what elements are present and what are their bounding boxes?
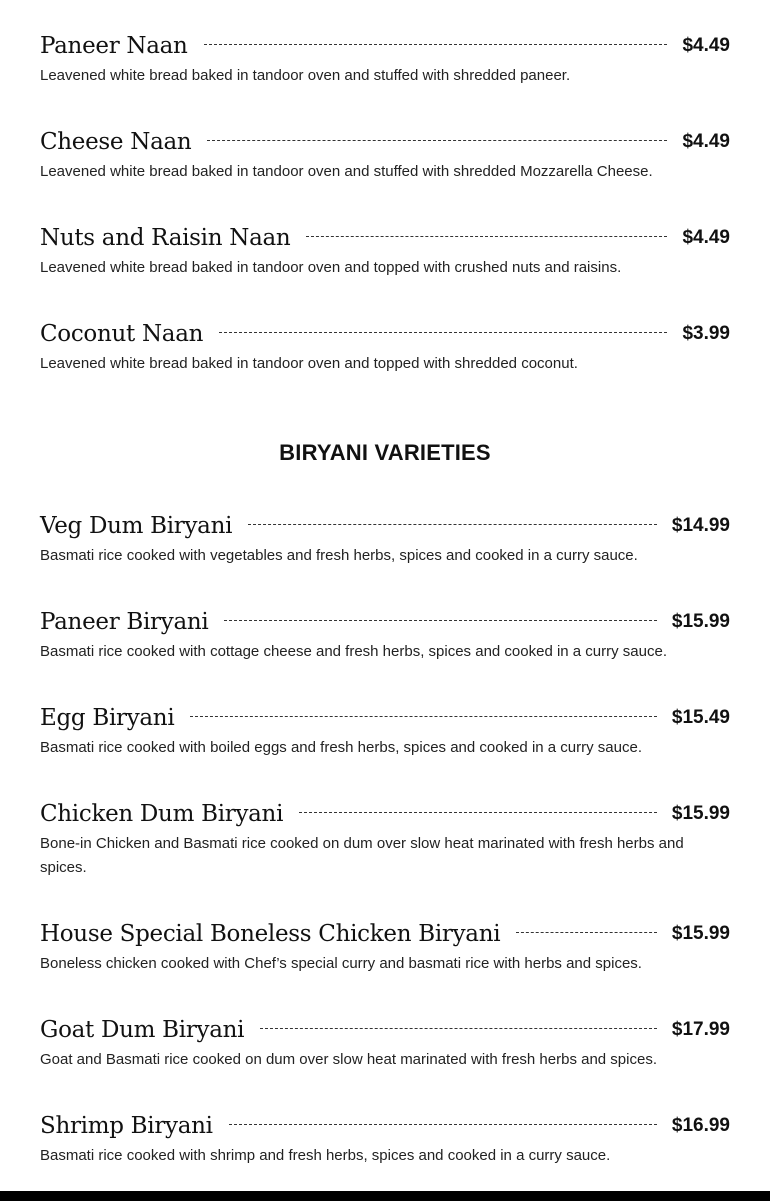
menu-item-header xyxy=(40,126,730,158)
menu-item-header xyxy=(40,222,730,254)
menu-item-name: Egg Biryani xyxy=(40,705,175,731)
menu-item-header xyxy=(40,1110,730,1142)
menu-item-header xyxy=(40,318,730,350)
menu-item-description: Leavened white bread baked in tandoor oven and stuffed with shredded Mozzarella Cheese. xyxy=(40,163,653,180)
dotted-leader xyxy=(190,716,657,717)
menu-item-price: $15.99 xyxy=(671,803,730,824)
menu-item-veg-dum-biryani xyxy=(40,510,730,568)
menu-item-goat-dum-biryani xyxy=(40,1014,730,1072)
menu-item-coconut-naan xyxy=(40,318,730,376)
menu-item-description: Leavened white bread baked in tandoor oven and topped with crushed nuts and raisins. xyxy=(40,259,622,276)
menu-item-shrimp-biryani xyxy=(40,1110,730,1168)
menu-item-price: $4.49 xyxy=(682,35,730,56)
menu-item-nuts-raisin-naan xyxy=(40,222,730,280)
menu-item-price: $15.99 xyxy=(671,923,730,944)
menu-item-name: Veg Dum Biryani xyxy=(40,513,233,539)
dotted-leader xyxy=(207,140,667,141)
menu-item-price: $4.49 xyxy=(682,227,730,248)
menu-item-name: Chicken Dum Biryani xyxy=(40,801,284,827)
menu-item-description: Leavened white bread baked in tandoor oven and stuffed with shredded paneer. xyxy=(40,67,571,84)
dotted-leader xyxy=(260,1028,657,1029)
menu-item-name: Coconut Naan xyxy=(40,321,204,347)
menu-item-description: Basmati rice cooked with cottage cheese and fresh herbs, spices and cooked in a curry sauce. xyxy=(40,643,668,660)
menu-item-description: Leavened white bread baked in tandoor oven and topped with shredded coconut. xyxy=(40,355,578,372)
dotted-leader xyxy=(229,1124,657,1125)
menu-item-header xyxy=(40,1014,730,1046)
menu-item-header xyxy=(40,30,730,62)
menu-item-chicken-dum-biryani xyxy=(40,798,730,880)
menu-item-cheese-naan xyxy=(40,126,730,184)
dotted-leader xyxy=(204,44,668,45)
menu-item-paneer-naan xyxy=(40,30,730,88)
menu-item-price: $14.99 xyxy=(671,515,730,536)
menu-item-price: $15.99 xyxy=(671,611,730,632)
menu-item-name: Paneer Naan xyxy=(40,33,188,59)
menu-item-header xyxy=(40,606,730,638)
menu-item-price: $17.99 xyxy=(671,1019,730,1040)
dotted-leader xyxy=(306,236,667,237)
menu-item-egg-biryani xyxy=(40,702,730,760)
dotted-leader xyxy=(516,932,657,933)
menu-item-description: Goat and Basmati rice cooked on dum over slow heat marinated with fresh herbs and spices. xyxy=(40,1051,657,1068)
dotted-leader xyxy=(248,524,657,525)
menu-item-description: Boneless chicken cooked with Chef’s special curry and basmati rice with herbs and spices. xyxy=(40,955,642,972)
menu-item-header xyxy=(40,510,730,542)
menu-item-name: Paneer Biryani xyxy=(40,609,209,635)
menu-item-description: Basmati rice cooked with boiled eggs and fresh herbs, spices and cooked in a curry sauce. xyxy=(40,739,642,756)
menu-item-house-special-boneless-chicken-biryani xyxy=(40,918,730,976)
menu-item-name: House Special Boneless Chicken Biryani xyxy=(40,921,501,947)
footer-bar xyxy=(0,1191,770,1201)
menu-item-header xyxy=(40,798,730,830)
dotted-leader xyxy=(219,332,667,333)
dotted-leader xyxy=(224,620,656,621)
menu-item-description: Bone-in Chicken and Basmati rice cooked on dum over slow heat marinated with fresh herbs and spices. xyxy=(40,835,684,876)
menu-item-paneer-biryani xyxy=(40,606,730,664)
menu-item-price: $4.49 xyxy=(682,131,730,152)
menu-item-description: Basmati rice cooked with shrimp and fresh herbs, spices and cooked in a curry sauce. xyxy=(40,1147,611,1164)
menu-item-price: $3.99 xyxy=(682,323,730,344)
menu-item-name: Goat Dum Biryani xyxy=(40,1017,245,1043)
menu-item-header xyxy=(40,918,730,950)
section-title-biryani: BIRYANI VARIETIES xyxy=(279,440,491,465)
menu-item-name: Shrimp Biryani xyxy=(40,1113,213,1139)
menu-item-description: Basmati rice cooked with vegetables and fresh herbs, spices and cooked in a curry sauce. xyxy=(40,547,638,564)
menu-item-header xyxy=(40,702,730,734)
menu-item-name: Nuts and Raisin Naan xyxy=(40,225,291,251)
menu-item-name: Cheese Naan xyxy=(40,129,192,155)
menu-item-price: $15.49 xyxy=(671,707,730,728)
menu-item-price: $16.99 xyxy=(671,1115,730,1136)
dotted-leader xyxy=(299,812,657,813)
